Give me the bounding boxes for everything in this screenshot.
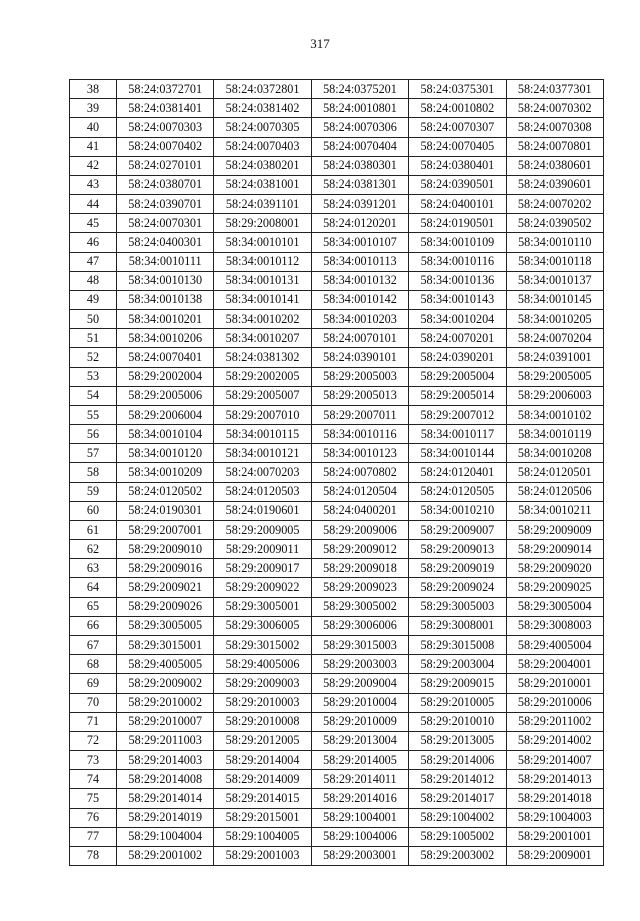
row-number-cell: 50	[70, 310, 117, 329]
table-row	[70, 80, 604, 99]
cadastral-number-cell: 58:24:0070802	[311, 463, 408, 482]
cadastral-number-cell: 58:24:0120502	[117, 482, 214, 501]
row-number-cell: 61	[70, 520, 117, 539]
cadastral-number-cell: 58:34:0010144	[409, 444, 506, 463]
row-number-cell: 68	[70, 655, 117, 674]
cadastral-number-cell: 58:34:0010205	[506, 310, 603, 329]
table-row	[70, 310, 604, 329]
cadastral-number-cell: 58:24:0381302	[214, 348, 311, 367]
cadastral-number-cell: 58:24:0070202	[506, 195, 603, 214]
cadastral-number-cell: 58:29:4005005	[117, 655, 214, 674]
cadastral-number-cell: 58:24:0120401	[409, 463, 506, 482]
cadastral-number-cell: 58:24:0381001	[214, 175, 311, 194]
row-number-cell: 56	[70, 425, 117, 444]
table-row	[70, 425, 604, 444]
cadastral-number-cell: 58:24:0070401	[117, 348, 214, 367]
cadastral-number-cell: 58:29:2014016	[311, 789, 408, 808]
cadastral-number-cell: 58:34:0010141	[214, 290, 311, 309]
cadastral-number-cell: 58:24:0372701	[117, 80, 214, 99]
cadastral-number-cell: 58:29:2010001	[506, 674, 603, 693]
cadastral-number-cell: 58:34:0010119	[506, 425, 603, 444]
cadastral-number-cell: 58:34:0010203	[311, 310, 408, 329]
cadastral-number-cell: 58:24:0380201	[214, 156, 311, 175]
row-number-cell: 49	[70, 290, 117, 309]
cadastral-number-cell: 58:29:2009025	[506, 578, 603, 597]
row-number-cell: 43	[70, 175, 117, 194]
cadastral-number-cell: 58:24:0270101	[117, 156, 214, 175]
cadastral-number-cell: 58:24:0381402	[214, 99, 311, 118]
row-number-cell: 72	[70, 731, 117, 750]
cadastral-number-cell: 58:29:2014007	[506, 751, 603, 770]
row-number-cell: 73	[70, 751, 117, 770]
cadastral-number-cell: 58:29:2014017	[409, 789, 506, 808]
cadastral-number-cell: 58:29:3005003	[409, 597, 506, 616]
cadastral-numbers-table	[69, 79, 604, 866]
table-row	[70, 712, 604, 731]
cadastral-number-cell: 58:24:0400201	[311, 501, 408, 520]
row-number-cell: 76	[70, 808, 117, 827]
cadastral-number-cell: 58:29:1004001	[311, 808, 408, 827]
row-number-cell: 48	[70, 271, 117, 290]
cadastral-number-cell: 58:29:2014012	[409, 770, 506, 789]
cadastral-number-cell: 58:24:0070305	[214, 118, 311, 137]
row-number-cell: 60	[70, 501, 117, 520]
cadastral-number-cell: 58:29:2010007	[117, 712, 214, 731]
cadastral-number-cell: 58:34:0010211	[506, 501, 603, 520]
table-row	[70, 252, 604, 271]
cadastral-number-cell: 58:29:1004003	[506, 808, 603, 827]
cadastral-number-cell: 58:29:2009015	[409, 674, 506, 693]
cadastral-number-cell: 58:29:2009024	[409, 578, 506, 597]
cadastral-number-cell: 58:34:0010201	[117, 310, 214, 329]
cadastral-number-cell: 58:24:0010801	[311, 99, 408, 118]
cadastral-number-cell: 58:34:0010121	[214, 444, 311, 463]
row-number-cell: 51	[70, 329, 117, 348]
cadastral-number-cell: 58:29:2001001	[506, 827, 603, 846]
cadastral-number-cell: 58:29:2014003	[117, 751, 214, 770]
row-number-cell: 57	[70, 444, 117, 463]
cadastral-number-cell: 58:29:2014011	[311, 770, 408, 789]
cadastral-number-cell: 58:24:0190501	[409, 214, 506, 233]
cadastral-number-cell: 58:34:0010117	[409, 425, 506, 444]
row-number-cell: 39	[70, 99, 117, 118]
cadastral-number-cell: 58:29:2008001	[214, 214, 311, 233]
cadastral-number-cell: 58:24:0120504	[311, 482, 408, 501]
table-row	[70, 827, 604, 846]
table-row	[70, 348, 604, 367]
cadastral-number-cell: 58:34:0010123	[311, 444, 408, 463]
cadastral-number-cell: 58:29:2009012	[311, 540, 408, 559]
table-row	[70, 693, 604, 712]
cadastral-number-cell: 58:24:0372801	[214, 80, 311, 99]
cadastral-number-cell: 58:29:2005007	[214, 386, 311, 405]
cadastral-number-cell: 58:29:2014006	[409, 751, 506, 770]
cadastral-number-cell: 58:29:2005013	[311, 386, 408, 405]
cadastral-number-cell: 58:34:0010206	[117, 329, 214, 348]
cadastral-number-cell: 58:29:1005002	[409, 827, 506, 846]
table-row	[70, 501, 604, 520]
cadastral-number-cell: 58:24:0070402	[117, 137, 214, 156]
cadastral-number-cell: 58:29:2009004	[311, 674, 408, 693]
row-number-cell: 41	[70, 137, 117, 156]
cadastral-number-cell: 58:24:0380601	[506, 156, 603, 175]
table-row	[70, 597, 604, 616]
cadastral-number-cell: 58:24:0391201	[311, 195, 408, 214]
cadastral-number-cell: 58:29:2003002	[409, 846, 506, 865]
cadastral-number-cell: 58:29:2009002	[117, 674, 214, 693]
row-number-cell: 47	[70, 252, 117, 271]
cadastral-number-cell: 58:24:0070801	[506, 137, 603, 156]
cadastral-number-cell: 58:24:0070308	[506, 118, 603, 137]
table-row	[70, 846, 604, 865]
table-row	[70, 118, 604, 137]
table-row	[70, 751, 604, 770]
row-number-cell: 63	[70, 559, 117, 578]
cadastral-number-cell: 58:29:2010008	[214, 712, 311, 731]
cadastral-number-cell: 58:29:2007012	[409, 405, 506, 424]
table-row	[70, 520, 604, 539]
table-row	[70, 99, 604, 118]
row-number-cell: 54	[70, 386, 117, 405]
cadastral-number-cell: 58:24:0120505	[409, 482, 506, 501]
table-row	[70, 405, 604, 424]
cadastral-number-cell: 58:29:2009006	[311, 520, 408, 539]
cadastral-number-cell: 58:29:2013005	[409, 731, 506, 750]
cadastral-number-cell: 58:29:3005001	[214, 597, 311, 616]
cadastral-number-cell: 58:29:2003001	[311, 846, 408, 865]
cadastral-number-cell: 58:29:2009009	[506, 520, 603, 539]
cadastral-number-cell: 58:24:0391101	[214, 195, 311, 214]
cadastral-number-cell: 58:24:0390201	[409, 348, 506, 367]
cadastral-number-cell: 58:29:3015002	[214, 635, 311, 654]
cadastral-number-cell: 58:29:1004006	[311, 827, 408, 846]
cadastral-number-cell: 58:34:0010101	[214, 233, 311, 252]
cadastral-number-cell: 58:29:2010005	[409, 693, 506, 712]
cadastral-number-cell: 58:29:2014005	[311, 751, 408, 770]
cadastral-number-cell: 58:24:0070404	[311, 137, 408, 156]
cadastral-number-cell: 58:29:2010006	[506, 693, 603, 712]
cadastral-number-cell: 58:29:2002005	[214, 367, 311, 386]
cadastral-number-cell: 58:24:0070306	[311, 118, 408, 137]
cadastral-number-cell: 58:34:0010143	[409, 290, 506, 309]
cadastral-number-cell: 58:29:2009026	[117, 597, 214, 616]
cadastral-number-cell: 58:34:0010132	[311, 271, 408, 290]
cadastral-number-cell: 58:29:2009016	[117, 559, 214, 578]
table-row	[70, 195, 604, 214]
row-number-cell: 69	[70, 674, 117, 693]
table-row	[70, 463, 604, 482]
cadastral-number-cell: 58:29:3015001	[117, 635, 214, 654]
cadastral-number-cell: 58:34:0010208	[506, 444, 603, 463]
table-row	[70, 578, 604, 597]
cadastral-number-cell: 58:29:3005004	[506, 597, 603, 616]
cadastral-number-cell: 58:24:0190301	[117, 501, 214, 520]
cadastral-number-cell: 58:29:1004005	[214, 827, 311, 846]
cadastral-number-cell: 58:34:0010111	[117, 252, 214, 271]
table-row	[70, 655, 604, 674]
cadastral-number-cell: 58:24:0377301	[506, 80, 603, 99]
cadastral-number-cell: 58:29:2014018	[506, 789, 603, 808]
cadastral-number-cell: 58:29:3005005	[117, 616, 214, 635]
table-body	[70, 80, 604, 866]
table-row	[70, 770, 604, 789]
cadastral-number-cell: 58:29:2005004	[409, 367, 506, 386]
cadastral-number-cell: 58:34:0010120	[117, 444, 214, 463]
cadastral-number-cell: 58:29:2005003	[311, 367, 408, 386]
cadastral-number-cell: 58:24:0375301	[409, 80, 506, 99]
row-number-cell: 46	[70, 233, 117, 252]
cadastral-number-cell: 58:29:2014002	[506, 731, 603, 750]
cadastral-number-cell: 58:29:2010002	[117, 693, 214, 712]
cadastral-number-cell: 58:24:0400101	[409, 195, 506, 214]
cadastral-number-cell: 58:29:2002004	[117, 367, 214, 386]
row-number-cell: 58	[70, 463, 117, 482]
cadastral-number-cell: 58:24:0120503	[214, 482, 311, 501]
table-row	[70, 233, 604, 252]
cadastral-number-cell: 58:34:0010136	[409, 271, 506, 290]
cadastral-number-cell: 58:34:0010107	[311, 233, 408, 252]
cadastral-number-cell: 58:24:0391001	[506, 348, 603, 367]
row-number-cell: 53	[70, 367, 117, 386]
cadastral-number-cell: 58:29:2009003	[214, 674, 311, 693]
row-number-cell: 70	[70, 693, 117, 712]
cadastral-number-cell: 58:34:0010102	[506, 405, 603, 424]
cadastral-number-cell: 58:34:0010142	[311, 290, 408, 309]
cadastral-number-cell: 58:29:2009010	[117, 540, 214, 559]
row-number-cell: 75	[70, 789, 117, 808]
cadastral-number-cell: 58:24:0070307	[409, 118, 506, 137]
cadastral-number-cell: 58:29:2009001	[506, 846, 603, 865]
cadastral-number-cell: 58:24:0375201	[311, 80, 408, 99]
cadastral-number-cell: 58:29:2009007	[409, 520, 506, 539]
table-row	[70, 175, 604, 194]
row-number-cell: 45	[70, 214, 117, 233]
cadastral-number-cell: 58:29:2014013	[506, 770, 603, 789]
row-number-cell: 77	[70, 827, 117, 846]
cadastral-number-cell: 58:24:0390502	[506, 214, 603, 233]
cadastral-number-cell: 58:29:3015008	[409, 635, 506, 654]
cadastral-number-cell: 58:29:2007001	[117, 520, 214, 539]
cadastral-number-cell: 58:29:2014015	[214, 789, 311, 808]
page-number: 317	[310, 36, 330, 51]
cadastral-number-cell: 58:24:0070204	[506, 329, 603, 348]
table-row	[70, 156, 604, 175]
cadastral-number-cell: 58:29:2009023	[311, 578, 408, 597]
cadastral-number-cell: 58:29:2014009	[214, 770, 311, 789]
cadastral-number-cell: 58:29:2009022	[214, 578, 311, 597]
cadastral-number-cell: 58:34:0010118	[506, 252, 603, 271]
cadastral-number-cell: 58:24:0381401	[117, 99, 214, 118]
cadastral-number-cell: 58:29:2009021	[117, 578, 214, 597]
cadastral-number-cell: 58:24:0070403	[214, 137, 311, 156]
cadastral-number-cell: 58:34:0010131	[214, 271, 311, 290]
cadastral-number-cell: 58:29:3008003	[506, 616, 603, 635]
cadastral-number-cell: 58:29:2014014	[117, 789, 214, 808]
cadastral-number-cell: 58:29:3008001	[409, 616, 506, 635]
cadastral-number-cell: 58:24:0390701	[117, 195, 214, 214]
table-row	[70, 271, 604, 290]
cadastral-number-cell: 58:34:0010138	[117, 290, 214, 309]
table-row	[70, 540, 604, 559]
row-number-cell: 59	[70, 482, 117, 501]
cadastral-number-cell: 58:29:2011003	[117, 731, 214, 750]
cadastral-number-cell: 58:29:2009013	[409, 540, 506, 559]
cadastral-number-cell: 58:24:0190601	[214, 501, 311, 520]
table-row	[70, 444, 604, 463]
cadastral-number-cell: 58:29:2009018	[311, 559, 408, 578]
row-number-cell: 62	[70, 540, 117, 559]
cadastral-number-cell: 58:24:0380401	[409, 156, 506, 175]
table-row	[70, 482, 604, 501]
table-row	[70, 386, 604, 405]
cadastral-number-cell: 58:29:2004001	[506, 655, 603, 674]
cadastral-number-cell: 58:29:2015001	[214, 808, 311, 827]
row-number-cell: 40	[70, 118, 117, 137]
cadastral-number-cell: 58:34:0010116	[311, 425, 408, 444]
cadastral-number-cell: 58:29:2013004	[311, 731, 408, 750]
row-number-cell: 55	[70, 405, 117, 424]
cadastral-number-cell: 58:24:0070201	[409, 329, 506, 348]
cadastral-number-cell: 58:29:4005006	[214, 655, 311, 674]
cadastral-number-cell: 58:29:2014019	[117, 808, 214, 827]
table-row	[70, 789, 604, 808]
cadastral-number-cell: 58:29:2003004	[409, 655, 506, 674]
cadastral-number-cell: 58:24:0390601	[506, 175, 603, 194]
row-number-cell: 66	[70, 616, 117, 635]
cadastral-number-cell: 58:29:3006006	[311, 616, 408, 635]
cadastral-number-cell: 58:24:0390501	[409, 175, 506, 194]
cadastral-number-cell: 58:29:3015003	[311, 635, 408, 654]
cadastral-number-cell: 58:29:2009017	[214, 559, 311, 578]
cadastral-number-cell: 58:24:0070405	[409, 137, 506, 156]
cadastral-number-cell: 58:24:0010802	[409, 99, 506, 118]
table-row	[70, 674, 604, 693]
cadastral-number-cell: 58:34:0010109	[409, 233, 506, 252]
cadastral-number-cell: 58:29:2010004	[311, 693, 408, 712]
row-number-cell: 74	[70, 770, 117, 789]
cadastral-number-cell: 58:24:0120201	[311, 214, 408, 233]
row-number-cell: 65	[70, 597, 117, 616]
cadastral-number-cell: 58:29:2006004	[117, 405, 214, 424]
cadastral-number-cell: 58:34:0010207	[214, 329, 311, 348]
cadastral-number-cell: 58:29:3006005	[214, 616, 311, 635]
table-row	[70, 290, 604, 309]
table-row	[70, 635, 604, 654]
cadastral-number-cell: 58:34:0010137	[506, 271, 603, 290]
table-row	[70, 367, 604, 386]
cadastral-number-cell: 58:34:0010130	[117, 271, 214, 290]
row-number-cell: 44	[70, 195, 117, 214]
cadastral-number-cell: 58:24:0380701	[117, 175, 214, 194]
table-row	[70, 214, 604, 233]
cadastral-number-cell: 58:24:0070303	[117, 118, 214, 137]
cadastral-number-cell: 58:29:2011002	[506, 712, 603, 731]
cadastral-number-cell: 58:29:3005002	[311, 597, 408, 616]
cadastral-number-cell: 58:29:2014004	[214, 751, 311, 770]
cadastral-number-cell: 58:24:0400301	[117, 233, 214, 252]
cadastral-number-cell: 58:29:2009005	[214, 520, 311, 539]
cadastral-number-cell: 58:34:0010209	[117, 463, 214, 482]
row-number-cell: 78	[70, 846, 117, 865]
cadastral-number-cell: 58:29:2010010	[409, 712, 506, 731]
row-number-cell: 64	[70, 578, 117, 597]
row-number-cell: 52	[70, 348, 117, 367]
row-number-cell: 71	[70, 712, 117, 731]
cadastral-number-cell: 58:29:2009011	[214, 540, 311, 559]
cadastral-number-cell: 58:29:2012005	[214, 731, 311, 750]
table-row	[70, 329, 604, 348]
table-row	[70, 616, 604, 635]
table-row	[70, 137, 604, 156]
cadastral-number-cell: 58:29:2005006	[117, 386, 214, 405]
row-number-cell: 42	[70, 156, 117, 175]
cadastral-number-cell: 58:24:0070101	[311, 329, 408, 348]
cadastral-number-cell: 58:29:2007010	[214, 405, 311, 424]
cadastral-number-cell: 58:29:2005014	[409, 386, 506, 405]
cadastral-number-cell: 58:34:0010210	[409, 501, 506, 520]
cadastral-number-cell: 58:29:2014008	[117, 770, 214, 789]
cadastral-number-cell: 58:34:0010110	[506, 233, 603, 252]
cadastral-number-cell: 58:34:0010202	[214, 310, 311, 329]
cadastral-number-cell: 58:29:2010009	[311, 712, 408, 731]
cadastral-number-cell: 58:29:2006003	[506, 386, 603, 405]
cadastral-number-cell: 58:24:0070301	[117, 214, 214, 233]
cadastral-number-cell: 58:29:2009020	[506, 559, 603, 578]
cadastral-number-cell: 58:24:0070203	[214, 463, 311, 482]
cadastral-number-cell: 58:24:0070302	[506, 99, 603, 118]
cadastral-number-cell: 58:29:1004002	[409, 808, 506, 827]
cadastral-number-cell: 58:29:2009019	[409, 559, 506, 578]
cadastral-number-cell: 58:29:1004004	[117, 827, 214, 846]
cadastral-number-cell: 58:29:2003003	[311, 655, 408, 674]
cadastral-number-cell: 58:34:0010204	[409, 310, 506, 329]
cadastral-number-cell: 58:29:2001003	[214, 846, 311, 865]
table-row	[70, 808, 604, 827]
row-number-cell: 38	[70, 80, 117, 99]
cadastral-number-cell: 58:29:2010003	[214, 693, 311, 712]
table-row	[70, 559, 604, 578]
cadastral-number-cell: 58:34:0010104	[117, 425, 214, 444]
table-row	[70, 731, 604, 750]
row-number-cell: 67	[70, 635, 117, 654]
cadastral-number-cell: 58:24:0120501	[506, 463, 603, 482]
cadastral-number-cell: 58:34:0010115	[214, 425, 311, 444]
cadastral-number-cell: 58:24:0390101	[311, 348, 408, 367]
cadastral-number-cell: 58:24:0120506	[506, 482, 603, 501]
cadastral-number-cell: 58:24:0381301	[311, 175, 408, 194]
cadastral-number-cell: 58:29:2001002	[117, 846, 214, 865]
cadastral-number-cell: 58:34:0010113	[311, 252, 408, 271]
cadastral-number-cell: 58:29:2007011	[311, 405, 408, 424]
cadastral-number-cell: 58:29:4005004	[506, 635, 603, 654]
cadastral-number-cell: 58:29:2005005	[506, 367, 603, 386]
cadastral-number-cell: 58:34:0010116	[409, 252, 506, 271]
cadastral-number-cell: 58:34:0010145	[506, 290, 603, 309]
cadastral-number-cell: 58:24:0380301	[311, 156, 408, 175]
cadastral-number-cell: 58:34:0010112	[214, 252, 311, 271]
cadastral-number-cell: 58:29:2009014	[506, 540, 603, 559]
